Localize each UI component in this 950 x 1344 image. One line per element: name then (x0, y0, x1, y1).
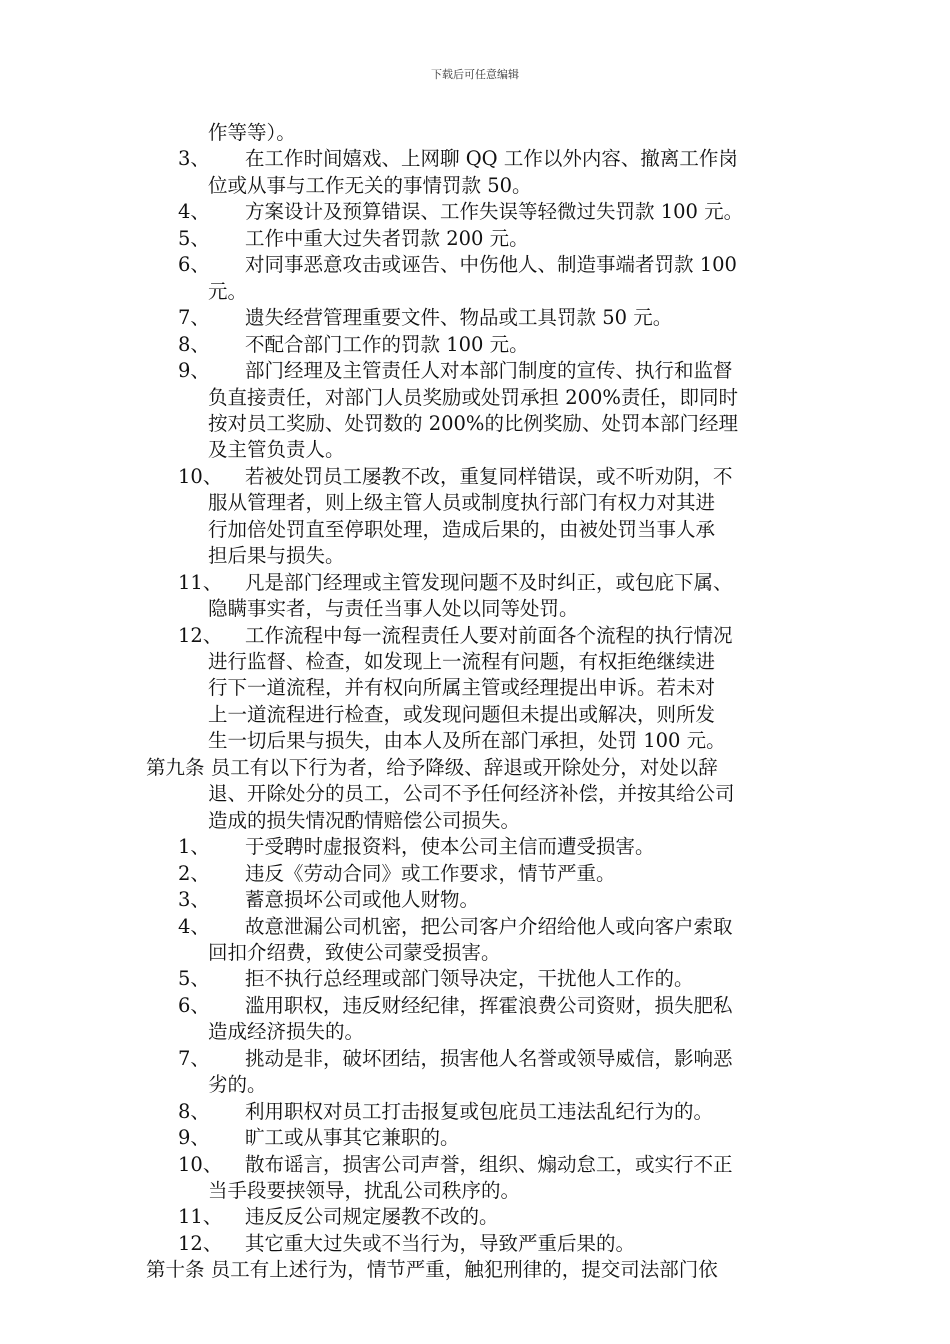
continuation-text: 担后果与损失。 (208, 544, 345, 568)
list-item-text: 对同事恶意攻击或诬告、中伤他人、制造事端者罚款 100 (245, 253, 737, 277)
list-item-number: 7、 (178, 1046, 210, 1070)
list-item-number: 9、 (178, 1126, 210, 1150)
continuation-text: 元。 (208, 279, 248, 303)
list-item-number: 5、 (178, 967, 210, 991)
continuation-text: 按对员工奖励、处罚数的 200%的比例奖励、处罚本部门经理 (208, 411, 738, 435)
list-item-number: 6、 (178, 993, 210, 1017)
list-item-number: 7、 (178, 306, 210, 330)
list-item-text: 滥用职权，违反财经纪律，挥霍浪费公司资财，损失肥私 (245, 993, 733, 1017)
continuation-text: 行加倍处罚直至停职处理，造成后果的，由被处罚当事人承 (208, 517, 716, 541)
list-item-number: 1、 (178, 835, 210, 859)
continuation-text: 进行监督、检查，如发现上一流程有问题，有权拒绝继续进 (208, 650, 716, 673)
list-item-number: 10、 (178, 464, 223, 488)
continuation-text: 劣的。 (208, 1073, 267, 1097)
list-item-text: 凡是部门经理或主管发现问题不及时纠正，或包庇下属、 (245, 570, 733, 594)
list-item-text: 于受聘时虚报资料，使本公司主信而遭受损害。 (245, 835, 655, 859)
list-item-text: 工作流程中每一流程责任人要对前面各个流程的执行情况 (245, 623, 733, 647)
list-item-number: 11、 (178, 570, 223, 594)
list-item-text: 蓄意损坏公司或他人财物。 (245, 888, 480, 912)
list-item-number: 4、 (178, 200, 210, 224)
list-item-text: 在工作时间嬉戏、上网聊 QQ 工作以外内容、撤离工作岗 (245, 147, 738, 171)
list-item-text: 利用职权对员工打击报复或包庇员工违法乱纪行为的。 (245, 1099, 714, 1123)
continuation-text: 回扣介绍费，致使公司蒙受损害。 (208, 940, 501, 964)
list-item-text: 不配合部门工作的罚款 100 元。 (245, 332, 529, 356)
list-item-number: 5、 (178, 226, 210, 250)
list-item-text: 拒不执行总经理或部门领导决定，干扰他人工作的。 (245, 967, 694, 991)
continuation-text: 作等等）。 (208, 121, 296, 144)
continuation-text: 上一道流程进行检查，或发现问题但未提出或解决，则所发 (208, 702, 716, 726)
continuation-text: 隐瞒事实者，与责任当事人处以同等处罚。 (208, 597, 579, 621)
list-item-number: 2、 (178, 861, 210, 885)
list-item-number: 3、 (178, 888, 210, 912)
list-item-text: 散布谣言，损害公司声誉，组织、煽动怠工，或实行不正 (245, 1152, 733, 1176)
list-item-number: 12、 (178, 623, 223, 647)
list-item-number: 8、 (178, 332, 210, 356)
list-item-text: 其它重大过失或不当行为，导致严重后果的。 (245, 1231, 636, 1255)
continuation-text: 造成经济损失的。 (208, 1020, 365, 1044)
list-item-text: 挑动是非，破坏团结，损害他人名誉或领导威信，影响恶 (245, 1046, 733, 1070)
list-item-number: 3、 (178, 147, 210, 171)
continuation-text: 生一切后果与损失，由本人及所在部门承担，处罚 100 元。 (208, 729, 726, 753)
list-item-number: 11、 (178, 1205, 223, 1229)
list-item-text: 遗失经营管理重要文件、物品或工具罚款 50 元。 (245, 306, 673, 330)
list-item-number: 4、 (178, 914, 210, 938)
continuation-text: 当手段要挟领导，扰乱公司秩序的。 (208, 1179, 521, 1202)
continuation-text: 行下一道流程，并有权向所属主管或经理提出申诉。若未对 (208, 676, 716, 700)
page-header: 下载后可任意编辑 (431, 68, 519, 81)
continuation-text: 位或从事与工作无关的事情罚款 50。 (208, 173, 532, 197)
article-text: 第九条 员工有以下行为者，给予降级、辞退或开除处分，对处以辞 (146, 755, 718, 779)
list-item-text: 若被处罚员工屡教不改，重复同样错误，或不听劝阴，不 (245, 464, 733, 488)
continuation-text: 负直接责任，对部门人员奖励或处罚承担 200%责任，即同时 (208, 385, 738, 409)
list-item-text: 部门经理及主管责任人对本部门制度的宣传、执行和监督 (245, 359, 733, 383)
list-item-number: 6、 (178, 253, 210, 277)
list-item-text: 工作中重大过失者罚款 200 元。 (245, 226, 529, 250)
list-item-number: 8、 (178, 1099, 210, 1123)
article-continuation-text: 退、开除处分的员工，公司不予任何经济补偿，并按其给公司 (208, 782, 735, 806)
list-item-text: 旷工或从事其它兼职的。 (245, 1126, 460, 1150)
list-item-text: 违反反公司规定屡教不改的。 (245, 1205, 499, 1229)
list-item-number: 12、 (178, 1231, 223, 1255)
article-continuation-text: 造成的损失情况酌情赔偿公司损失。 (208, 808, 521, 832)
list-item-text: 违反《劳动合同》或工作要求，情节严重。 (245, 861, 616, 885)
continuation-text: 服从管理者，则上级主管人员或制度执行部门有权力对其进 (208, 491, 716, 515)
list-item-text: 故意泄漏公司机密，把公司客户介绍给他人或向客户索取 (245, 914, 733, 938)
list-item-number: 9、 (178, 359, 210, 383)
list-item-text: 方案设计及预算错误、工作失误等轻微过失罚款 100 元。 (245, 200, 744, 224)
continuation-text: 及主管负责人。 (208, 438, 345, 462)
list-item-number: 10、 (178, 1152, 223, 1176)
article-text: 第十条 员工有上述行为，情节严重，触犯刑律的，提交司法部门依 (146, 1258, 718, 1282)
